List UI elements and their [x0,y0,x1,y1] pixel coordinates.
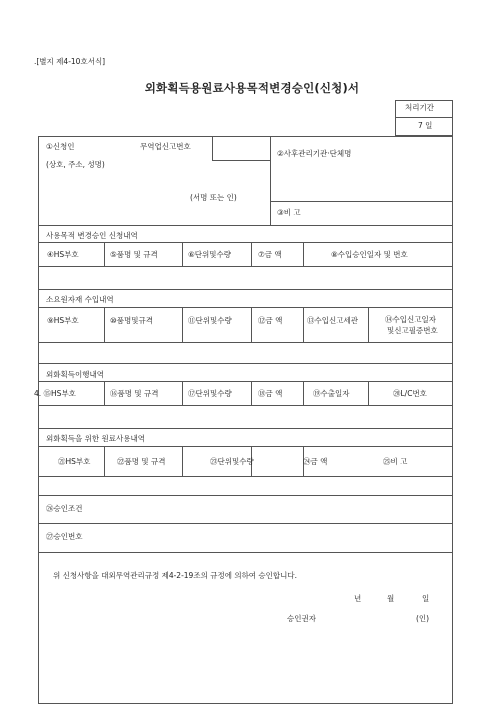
form-number: .[별지 제4-10호서식] [34,57,106,66]
processing-period-label: 처리기간 [405,103,434,112]
s1-col-amount: ⑦금 액 [258,250,282,259]
s4-col-remarks: ㉕비 고 [383,457,408,466]
applicant-label: ①신청인 [46,142,75,151]
s2-col-item-spec: ⑩품명및규격 [110,316,153,325]
section2-title: 소요원자재 수입내역 [46,295,114,304]
approval-authority: 승인권자 [287,614,316,623]
s4-col-item-spec: ㉒품명 및 규격 [117,457,166,466]
approval-day: 일 [422,594,430,603]
approval-conditions-label: ㉖승인조건 [46,504,83,513]
s1-col-import-approval: ⑧수입승인일자 및 번호 [331,250,408,259]
s1-col-hs-code: ④HS부호 [47,250,79,259]
s3-col-lc-number: ⑳L/C번호 [393,389,427,398]
s4-col-amount: ㉔금 액 [303,457,328,466]
s2-col-customs-office: ⑬수입신고세관 [307,316,358,325]
approval-seal: (인) [416,614,430,623]
form-title: 외화획득용원료사용목적변경승인(신청)서 [144,81,360,95]
section4-title: 외화획득을 위한 원료사용내역 [46,434,145,443]
section1-title: 사용목적 변경승인 신청내역 [46,231,138,240]
aftercare-agency-label: ②사후관리기관·단체명 [277,149,352,158]
s3-col-unit-qty: ⑰단위및수량 [188,389,232,398]
form-frame [38,136,453,704]
section3-title: 외화획득이행내역 [46,370,104,379]
s3-col-hs-code: 4. ⑮HS부호 [34,389,76,398]
s4-col-hs-code: ㉑HS부호 [58,457,91,466]
s2-col-unit-qty: ⑪단위및수량 [188,316,232,325]
s2-col-amount: ⑫금 액 [258,316,283,325]
trade-registration-label: 무역업신고번호 [140,142,191,151]
s3-col-item-spec: ⑯품명 및 규격 [110,389,159,398]
s1-col-item-spec: ⑤품명 및 규격 [110,250,158,259]
processing-period-value: 7 일 [418,121,433,130]
approval-number-label: ㉗승인번호 [46,532,83,541]
s1-col-unit-qty: ⑥단위및수량 [188,250,231,259]
s2-col-declaration-date: ⑭수입신고일자 [385,315,436,324]
s2-col-declaration-cert: 및신고필증번호 [387,326,438,335]
signature-label: (서명 또는 인) [190,193,237,202]
s3-col-export-date: ⑲수출일자 [313,389,350,398]
applicant-name-info: (상호, 주소, 성명) [46,160,105,169]
approval-year: 년 [354,594,362,603]
s2-col-hs-code: ⑨HS부호 [47,316,79,325]
approval-statement: 위 신청사항을 대외무역관리규정 제4-2-19조의 규정에 의하여 승인합니다. [53,571,298,580]
s4-col-unit-qty: ㉓단위및수량 [210,457,254,466]
s3-col-amount: ⑱금 액 [258,389,283,398]
approval-month: 월 [387,594,395,603]
remarks-label: ③비 고 [277,208,301,217]
